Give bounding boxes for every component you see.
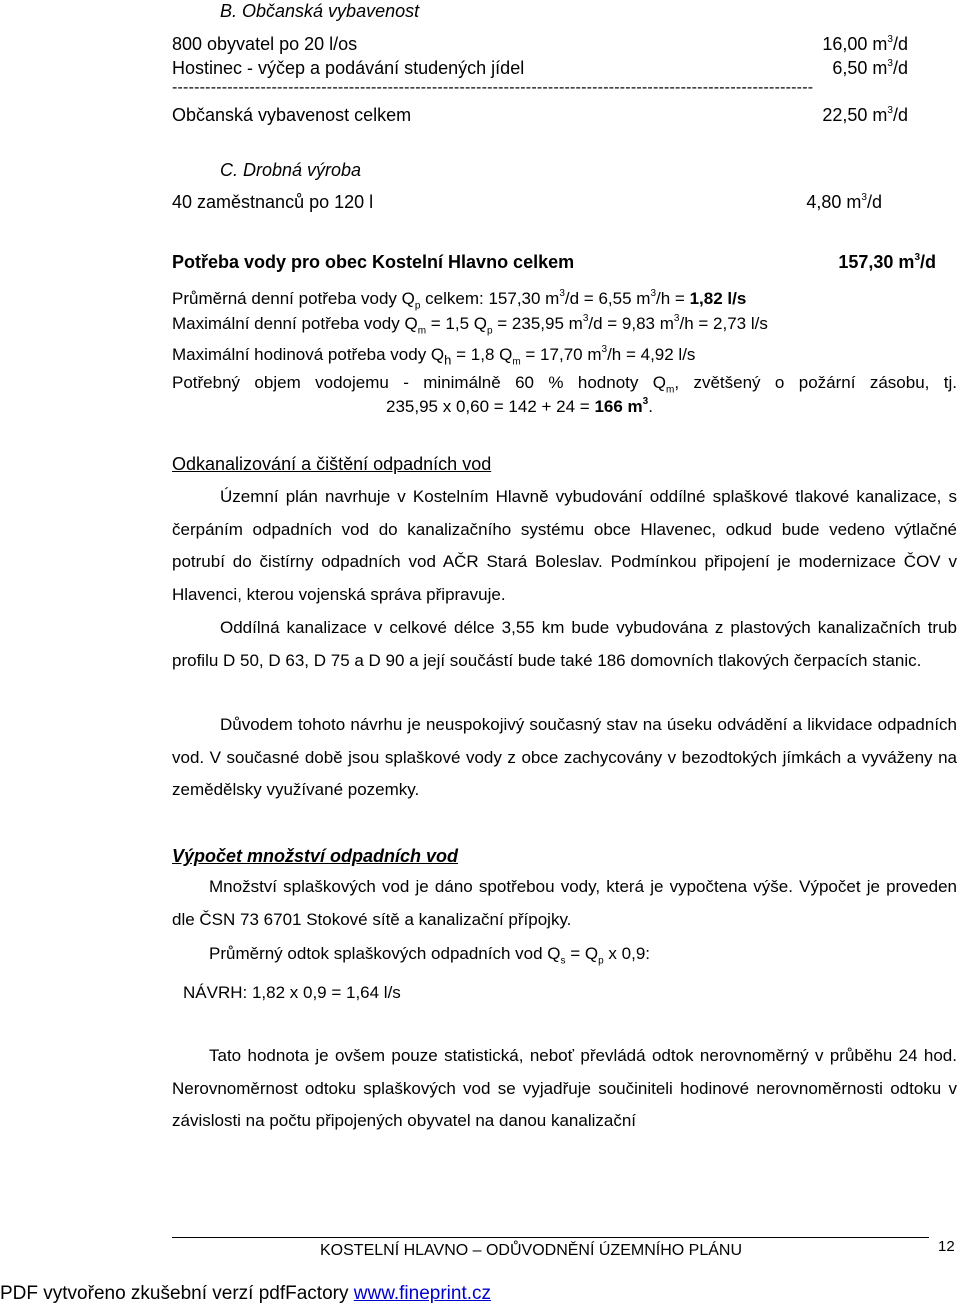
sewer-heading: Odkanalizování a čištění odpadních vod xyxy=(172,454,492,474)
total-value: 157,30 $m^3/d$ xyxy=(838,252,936,272)
calc-line-reservoir: Potřebný objem vodojemu - minimálně 60 % hodnoty $Q_m$, zvětšený o požární zásobu, tj. xyxy=(172,373,957,396)
section-b-total-label: Občanská vybavenost celkem xyxy=(172,105,412,125)
total-label: Potřeba vody pro obec Kostelní Hlavno celkem xyxy=(172,252,575,272)
calc-line-average: Průměrná denní potřeba vody $Q_p$ celkem: 157,30 $m^3/d = 6,55$ $m^3/h = 1,82$ l/s xyxy=(172,288,747,312)
waste-calc-heading: Výpočet množství odpadních vod xyxy=(172,846,459,866)
calc-line-max-daily: Maximální denní potřeba vody $Q_m = 1,5$ $Q_p = 235,95$ $m^3/d = 9,83$ $m^3/h = 2,73$ l/s xyxy=(172,313,768,337)
waste-calc-paragraph-3: Tato hodnota je ovšem pouze statistická, neboť převládá odtok nerovnoměrný v průběhu 24 hod. Nerovnoměrnost odtoku splaškových vod se vyjadřuje součiniteli hodinové nerovnoměrnosti odtoku v závislosti na počtu připojených obyvatel na danou kanalizační xyxy=(172,1046,957,1130)
section-b-total-value: 22,50 $m^3/d$ xyxy=(822,105,908,125)
section-c-title: C. Drobná výroba xyxy=(220,160,362,180)
footer-title: KOSTELNÍ HLAVNO – ODŮVODNĚNÍ ÚZEMNÍHO PLÁNU xyxy=(320,1242,742,1259)
sewer-paragraph-1: Územní plán navrhuje v Kostelním Hlavně vybudování oddílné splaškové tlakové kanalizace, s čerpáním odpadních vod do kanalizačního systému obce Hlavenec, odkud bude vedeno výtlačné potrubí do čistírny odpadních vod AČR Stará Boleslav. Podmínkou připojení je modernizace ČOV v Hlavenci, kterou vojenská správa připravuje. xyxy=(172,487,957,604)
section-b-row-label: 800 obyvatel po 20 l/os xyxy=(172,34,358,54)
section-c-row-value: 4,80 $m^3/d$ xyxy=(806,192,882,212)
calc-line-max-hourly: Maximální hodinová potřeba vody $Q_h = 1,8$ $Q_m = 17,70$ $m^3/h = 4,92$ l/s xyxy=(172,344,696,368)
footer-rule xyxy=(172,1237,929,1238)
sewer-paragraph-2: Oddílná kanalizace v celkové délce 3,55 km bude vybudována z plastových kanalizačních trub profilu D 50, D 63, D 75 a D 90 a její součástí bude také 186 domovních tlakových čerpacích stanic. xyxy=(172,618,957,670)
waste-calc-paragraph-1: Množství splaškových vod je dáno spotřebou vody, která je vypočtena výše. Výpočet je proveden dle ČSN 73 6701 Stokové sítě a kanalizační přípojky. xyxy=(172,877,957,929)
waste-calc-formula: Průměrný odtok splaškových odpadních vod $Q_s = Q_p$ x 0,9: xyxy=(209,944,651,967)
pdf-factory-note: PDF vytvořeno zkušební verzí pdfFactory www.fineprint.cz xyxy=(0,1283,492,1304)
waste-calc-navrh: NÁVRH: 1,82 x 0,9 = 1,64 l/s xyxy=(183,983,401,1002)
separator-line: -------------------------------------------------------------------------------------------------------------------- xyxy=(172,80,814,96)
page-number: 12 xyxy=(938,1238,955,1255)
section-b-title: B. Občanská vybavenost xyxy=(220,1,420,21)
section-b-row-value: 6,50 $m^3/d$ xyxy=(832,58,908,78)
calc-line-reservoir-result: 235,95 x 0,60 = 142 + 24 = 166 $m^3$. xyxy=(386,396,653,416)
fineprint-link[interactable]: www.fineprint.cz xyxy=(353,1283,492,1304)
sewer-paragraph-3: Důvodem tohoto návrhu je neuspokojivý současný stav na úseku odvádění a likvidace odpadních vod. V současné době jsou splaškové vody z obce zachycovány v bezodtokých jímkách a vyváženy na zemědělsky využívané pozemky. xyxy=(172,715,957,799)
section-c-row-label: 40 zaměstnanců po 120 l xyxy=(172,192,374,212)
section-b-row-label: Hostinec - výčep a podávání studených jídel xyxy=(172,58,525,78)
section-b-row-value: 16,00 $m^3/d$ xyxy=(822,34,908,54)
